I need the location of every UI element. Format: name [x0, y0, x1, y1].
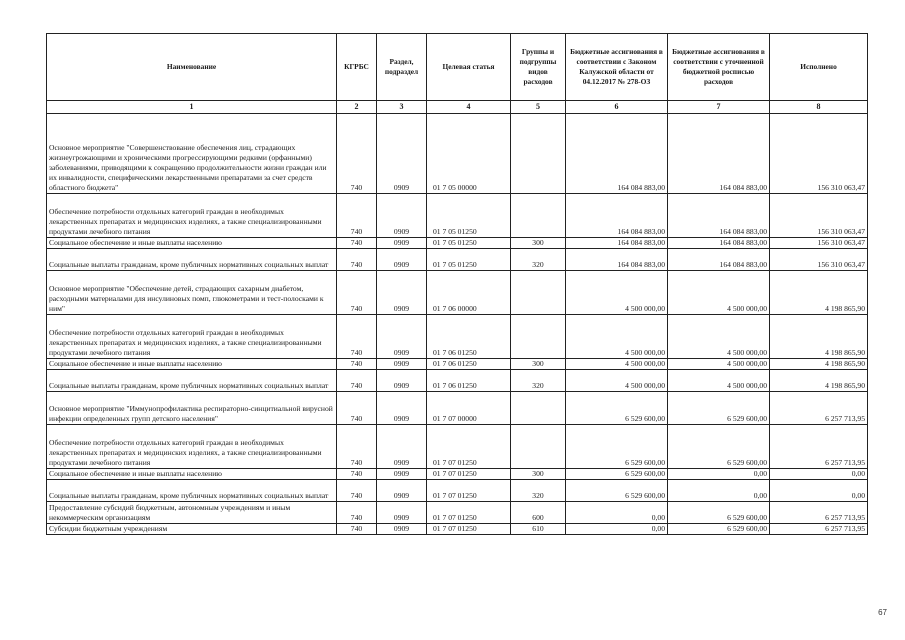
row-executed: 6 257 713,95: [770, 524, 868, 535]
row-group: [511, 271, 566, 315]
row-executed: 156 310 063,47: [770, 114, 868, 194]
row-section: 0909: [377, 114, 427, 194]
row-section: 0909: [377, 370, 427, 392]
table-row: [47, 370, 868, 392]
row-group: [511, 114, 566, 194]
row-refined-budget: 6 529 600,00: [668, 502, 770, 524]
row-section: 0909: [377, 480, 427, 502]
row-target: 01 7 05 01250: [427, 249, 511, 271]
header-kgrbs: КГРБС: [337, 34, 377, 101]
row-executed: 156 310 063,47: [770, 238, 868, 249]
row-name: Обеспечение потребности отдельных категорий граждан в необходимых лекарственных препаратах и медицинских изделиях, а также специализированными продуктами лечебного питания: [47, 425, 337, 469]
row-law-budget: 0,00: [566, 524, 668, 535]
row-law-budget: 4 500 000,00: [566, 359, 668, 370]
table-row: [47, 114, 868, 194]
row-name: Основное мероприятие "Обеспечение детей, страдающих сахарным диабетом, расходными материалами для инсулиновых помп, глюкометрами и тест-полосками к ним": [47, 271, 337, 315]
row-target: 01 7 07 01250: [427, 502, 511, 524]
row-executed: 156 310 063,47: [770, 194, 868, 238]
column-number: 1: [47, 101, 337, 114]
row-target: 01 7 05 01250: [427, 194, 511, 238]
row-section: 0909: [377, 524, 427, 535]
row-executed: 4 198 865,90: [770, 359, 868, 370]
row-kgrbs: 740: [337, 480, 377, 502]
row-refined-budget: 4 500 000,00: [668, 370, 770, 392]
row-law-budget: 4 500 000,00: [566, 370, 668, 392]
row-kgrbs: 740: [337, 114, 377, 194]
row-section: 0909: [377, 392, 427, 425]
row-group: 320: [511, 370, 566, 392]
table-row: [47, 315, 868, 359]
table-row: [47, 392, 868, 425]
row-refined-budget: 4 500 000,00: [668, 271, 770, 315]
column-number: 2: [337, 101, 377, 114]
row-section: 0909: [377, 249, 427, 271]
row-refined-budget: 0,00: [668, 480, 770, 502]
header-executed: Исполнено: [770, 34, 868, 101]
header-section: Раздел, подраздел: [377, 34, 427, 101]
row-kgrbs: 740: [337, 271, 377, 315]
row-law-budget: 164 084 883,00: [566, 114, 668, 194]
row-refined-budget: 4 500 000,00: [668, 315, 770, 359]
row-section: 0909: [377, 194, 427, 238]
table-row: [47, 249, 868, 271]
row-kgrbs: 740: [337, 249, 377, 271]
budget-report-page: [46, 33, 867, 535]
row-executed: 4 198 865,90: [770, 271, 868, 315]
row-group: 300: [511, 359, 566, 370]
column-number-row: [47, 101, 868, 114]
row-law-budget: 6 529 600,00: [566, 469, 668, 480]
row-kgrbs: 740: [337, 359, 377, 370]
table-body: [47, 114, 868, 535]
row-kgrbs: 740: [337, 194, 377, 238]
row-executed: 6 257 713,95: [770, 392, 868, 425]
row-target: 01 7 05 01250: [427, 238, 511, 249]
row-target: 01 7 06 01250: [427, 315, 511, 359]
column-number: 8: [770, 101, 868, 114]
row-kgrbs: 740: [337, 502, 377, 524]
row-group: 600: [511, 502, 566, 524]
table-row: [47, 194, 868, 238]
table-row: [47, 238, 868, 249]
row-group: [511, 315, 566, 359]
row-refined-budget: 164 084 883,00: [668, 114, 770, 194]
row-section: 0909: [377, 502, 427, 524]
row-target: 01 7 05 00000: [427, 114, 511, 194]
row-refined-budget: 164 084 883,00: [668, 194, 770, 238]
row-name: Социальные выплаты гражданам, кроме публичных нормативных социальных выплат: [47, 249, 337, 271]
row-target: 01 7 07 01250: [427, 425, 511, 469]
row-law-budget: 4 500 000,00: [566, 315, 668, 359]
row-executed: 6 257 713,95: [770, 425, 868, 469]
row-target: 01 7 06 01250: [427, 370, 511, 392]
row-section: 0909: [377, 238, 427, 249]
row-group: 610: [511, 524, 566, 535]
row-section: 0909: [377, 315, 427, 359]
table-row: [47, 469, 868, 480]
row-section: 0909: [377, 425, 427, 469]
row-refined-budget: 6 529 600,00: [668, 392, 770, 425]
row-group: [511, 392, 566, 425]
row-group: 300: [511, 238, 566, 249]
row-name: Предоставление субсидий бюджетным, автономным учреждениям и иным некоммерческим организациям: [47, 502, 337, 524]
table-row: [47, 524, 868, 535]
row-kgrbs: 740: [337, 370, 377, 392]
row-executed: 156 310 063,47: [770, 249, 868, 271]
row-name: Социальное обеспечение и иные выплаты населению: [47, 238, 337, 249]
row-executed: 6 257 713,95: [770, 502, 868, 524]
row-law-budget: 6 529 600,00: [566, 480, 668, 502]
row-kgrbs: 740: [337, 469, 377, 480]
header-group: Группы и подгруппы видов расходов: [511, 34, 566, 101]
row-refined-budget: 4 500 000,00: [668, 359, 770, 370]
row-name: Основное мероприятие "Совершенствование обеспечения лиц, страдающих жизнеугрожающими и хроническими прогрессирующими редкими (орфанными) заболеваниями, приводящими к сокращению продолжительности жизни граждан или их инвалидности, специфическими лекарственными препаратами за счет средств областного бюджета": [47, 114, 337, 194]
row-executed: 0,00: [770, 480, 868, 502]
row-target: 01 7 07 01250: [427, 524, 511, 535]
row-target: 01 7 06 00000: [427, 271, 511, 315]
row-name: Социальное обеспечение и иные выплаты населению: [47, 359, 337, 370]
table-row: [47, 359, 868, 370]
table-row: [47, 271, 868, 315]
row-law-budget: 4 500 000,00: [566, 271, 668, 315]
row-name: Основное мероприятие "Иммунопрофилактика респираторно-синцитиальной вирусной инфекции определенных групп детского населения": [47, 392, 337, 425]
row-target: 01 7 07 00000: [427, 392, 511, 425]
row-kgrbs: 740: [337, 425, 377, 469]
table-header-row: [47, 34, 868, 101]
row-executed: 4 198 865,90: [770, 370, 868, 392]
row-name: Субсидии бюджетным учреждениям: [47, 524, 337, 535]
row-section: 0909: [377, 469, 427, 480]
row-refined-budget: 6 529 600,00: [668, 425, 770, 469]
row-group: [511, 425, 566, 469]
row-refined-budget: 0,00: [668, 469, 770, 480]
column-number: 6: [566, 101, 668, 114]
row-refined-budget: 6 529 600,00: [668, 524, 770, 535]
table-row: [47, 502, 868, 524]
row-name: Социальное обеспечение и иные выплаты населению: [47, 469, 337, 480]
row-kgrbs: 740: [337, 315, 377, 359]
row-law-budget: 0,00: [566, 502, 668, 524]
row-law-budget: 164 084 883,00: [566, 249, 668, 271]
row-law-budget: 6 529 600,00: [566, 425, 668, 469]
row-target: 01 7 07 01250: [427, 480, 511, 502]
row-group: 320: [511, 480, 566, 502]
header-target: Целевая статья: [427, 34, 511, 101]
column-number: 5: [511, 101, 566, 114]
row-law-budget: 164 084 883,00: [566, 194, 668, 238]
row-refined-budget: 164 084 883,00: [668, 238, 770, 249]
row-kgrbs: 740: [337, 392, 377, 425]
row-kgrbs: 740: [337, 524, 377, 535]
column-number: 7: [668, 101, 770, 114]
row-section: 0909: [377, 271, 427, 315]
row-group: [511, 194, 566, 238]
header-law-budget: Бюджетные ассигнования в соответствии с Законом Калужской области от 04.12.2017 № 278-ОЗ: [566, 34, 668, 101]
row-law-budget: 164 084 883,00: [566, 238, 668, 249]
header-name: Наименование: [47, 34, 337, 101]
column-number: 4: [427, 101, 511, 114]
row-kgrbs: 740: [337, 238, 377, 249]
row-law-budget: 6 529 600,00: [566, 392, 668, 425]
row-executed: 4 198 865,90: [770, 315, 868, 359]
row-group: 300: [511, 469, 566, 480]
page-number: 67: [878, 608, 887, 617]
header-refined-budget: Бюджетные ассигнования в соответствии с уточненной бюджетной росписью расходов: [668, 34, 770, 101]
budget-table: [46, 33, 868, 535]
table-row: [47, 425, 868, 469]
row-executed: 0,00: [770, 469, 868, 480]
row-name: Обеспечение потребности отдельных категорий граждан в необходимых лекарственных препаратах и медицинских изделиях, а также специализированными продуктами лечебного питания: [47, 315, 337, 359]
row-target: 01 7 07 01250: [427, 469, 511, 480]
row-group: 320: [511, 249, 566, 271]
row-refined-budget: 164 084 883,00: [668, 249, 770, 271]
row-section: 0909: [377, 359, 427, 370]
column-number: 3: [377, 101, 427, 114]
table-row: [47, 480, 868, 502]
row-target: 01 7 06 01250: [427, 359, 511, 370]
row-name: Социальные выплаты гражданам, кроме публичных нормативных социальных выплат: [47, 370, 337, 392]
row-name: Обеспечение потребности отдельных категорий граждан в необходимых лекарственных препаратах и медицинских изделиях, а также специализированными продуктами лечебного питания: [47, 194, 337, 238]
row-name: Социальные выплаты гражданам, кроме публичных нормативных социальных выплат: [47, 480, 337, 502]
